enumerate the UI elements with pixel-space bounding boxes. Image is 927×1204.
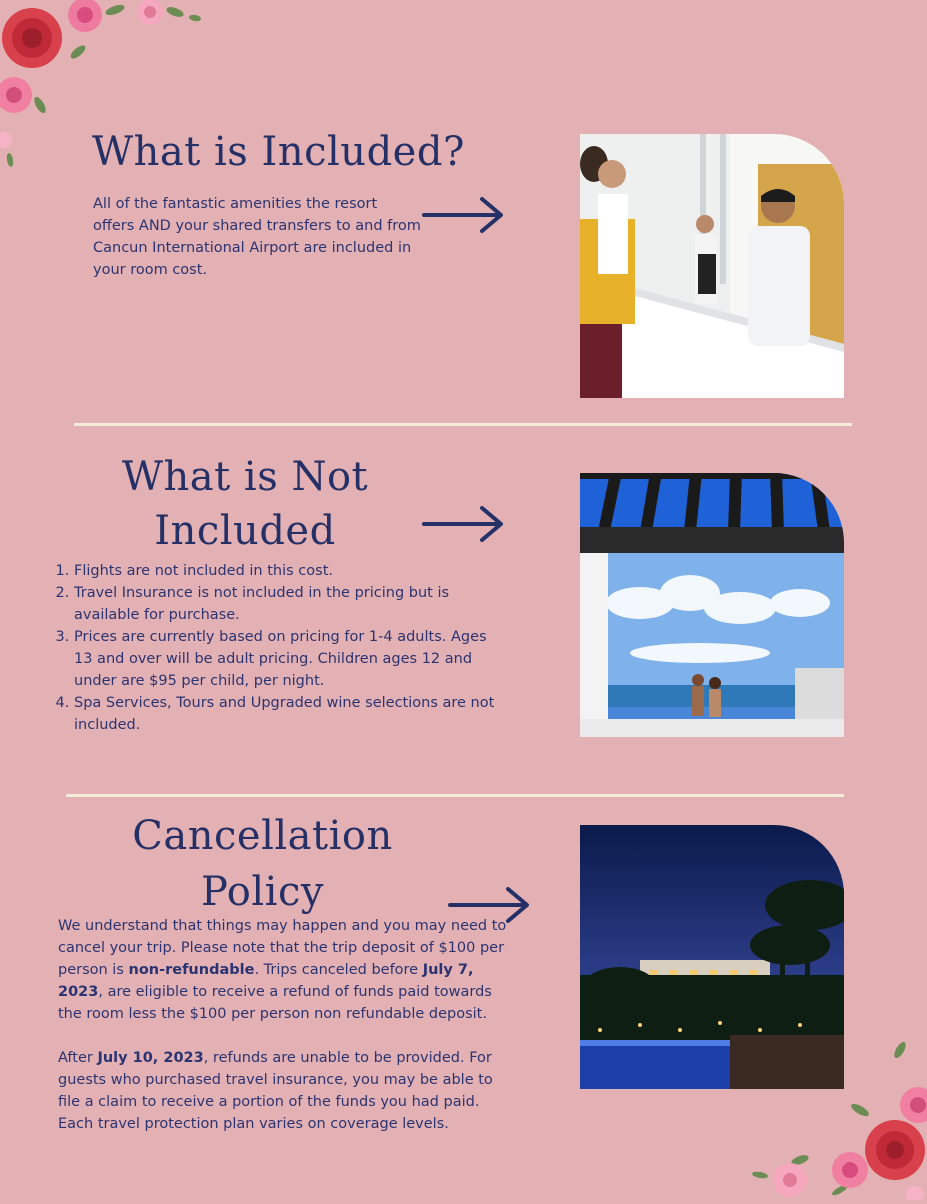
- list-item: 1. Flights are not included in this cost.: [74, 560, 500, 582]
- not-included-list-container: [60, 560, 500, 736]
- right-arrow-icon: [422, 505, 506, 543]
- included-title: What is Included?: [92, 129, 465, 175]
- section-divider: [74, 423, 852, 426]
- bold-text: July 7, 2023: [58, 962, 474, 1000]
- cancellation-title-line1: Cancellation: [132, 813, 393, 859]
- cancellation-title-line2: Policy: [201, 869, 324, 915]
- resort-lobby-photo: [580, 134, 844, 398]
- included-description: All of the fantastic amenities the resort offers AND your shared transfers to and from Cancun International Airport are included in your room cost.: [93, 196, 421, 278]
- text-span: After: [58, 1050, 98, 1066]
- cancellation-title: [130, 808, 395, 920]
- text-span: . Trips canceled before: [254, 962, 423, 978]
- section-divider: [66, 794, 844, 797]
- list-item: 4. Spa Services, Tours and Upgraded wine selections are not included.: [74, 692, 500, 736]
- text-span: We understand that things may happen and you may need to cancel your trip. Please note that the trip deposit of $100 per person is: [58, 918, 507, 978]
- text-span: , refunds are unable to be provided. For guests who purchased travel insurance, you may be able to file a claim to receive a portion of the funds you had paid. Each travel protection plan varies on coverage levels.: [58, 1050, 493, 1132]
- not-included-title: [100, 450, 390, 558]
- not-included-title-line1: What is Not: [121, 454, 369, 500]
- resort-night-photo: [580, 825, 844, 1089]
- text-span: , are eligible to receive a refund of funds paid towards the room less the $100 per person non refundable deposit.: [58, 984, 492, 1022]
- cancellation-paragraph-2: [58, 1047, 508, 1135]
- right-arrow-icon: [422, 196, 506, 234]
- not-included-title-line2: Included: [154, 508, 336, 554]
- list-item: 3. Prices are currently based on pricing for 1-4 adults. Ages 13 and over will be adult pricing. Children ages 12 and under are $95 per child, per night.: [74, 626, 500, 692]
- bold-text: July 10, 2023: [97, 1050, 204, 1066]
- cancellation-text: [58, 915, 508, 1135]
- cancellation-paragraph-1: [58, 915, 508, 1025]
- infinity-pool-photo: [580, 473, 844, 737]
- not-included-list: [60, 560, 500, 736]
- list-item: 2. Travel Insurance is not included in the pricing but is available for purchase.: [74, 582, 500, 626]
- bold-text: non-refundable: [128, 962, 255, 978]
